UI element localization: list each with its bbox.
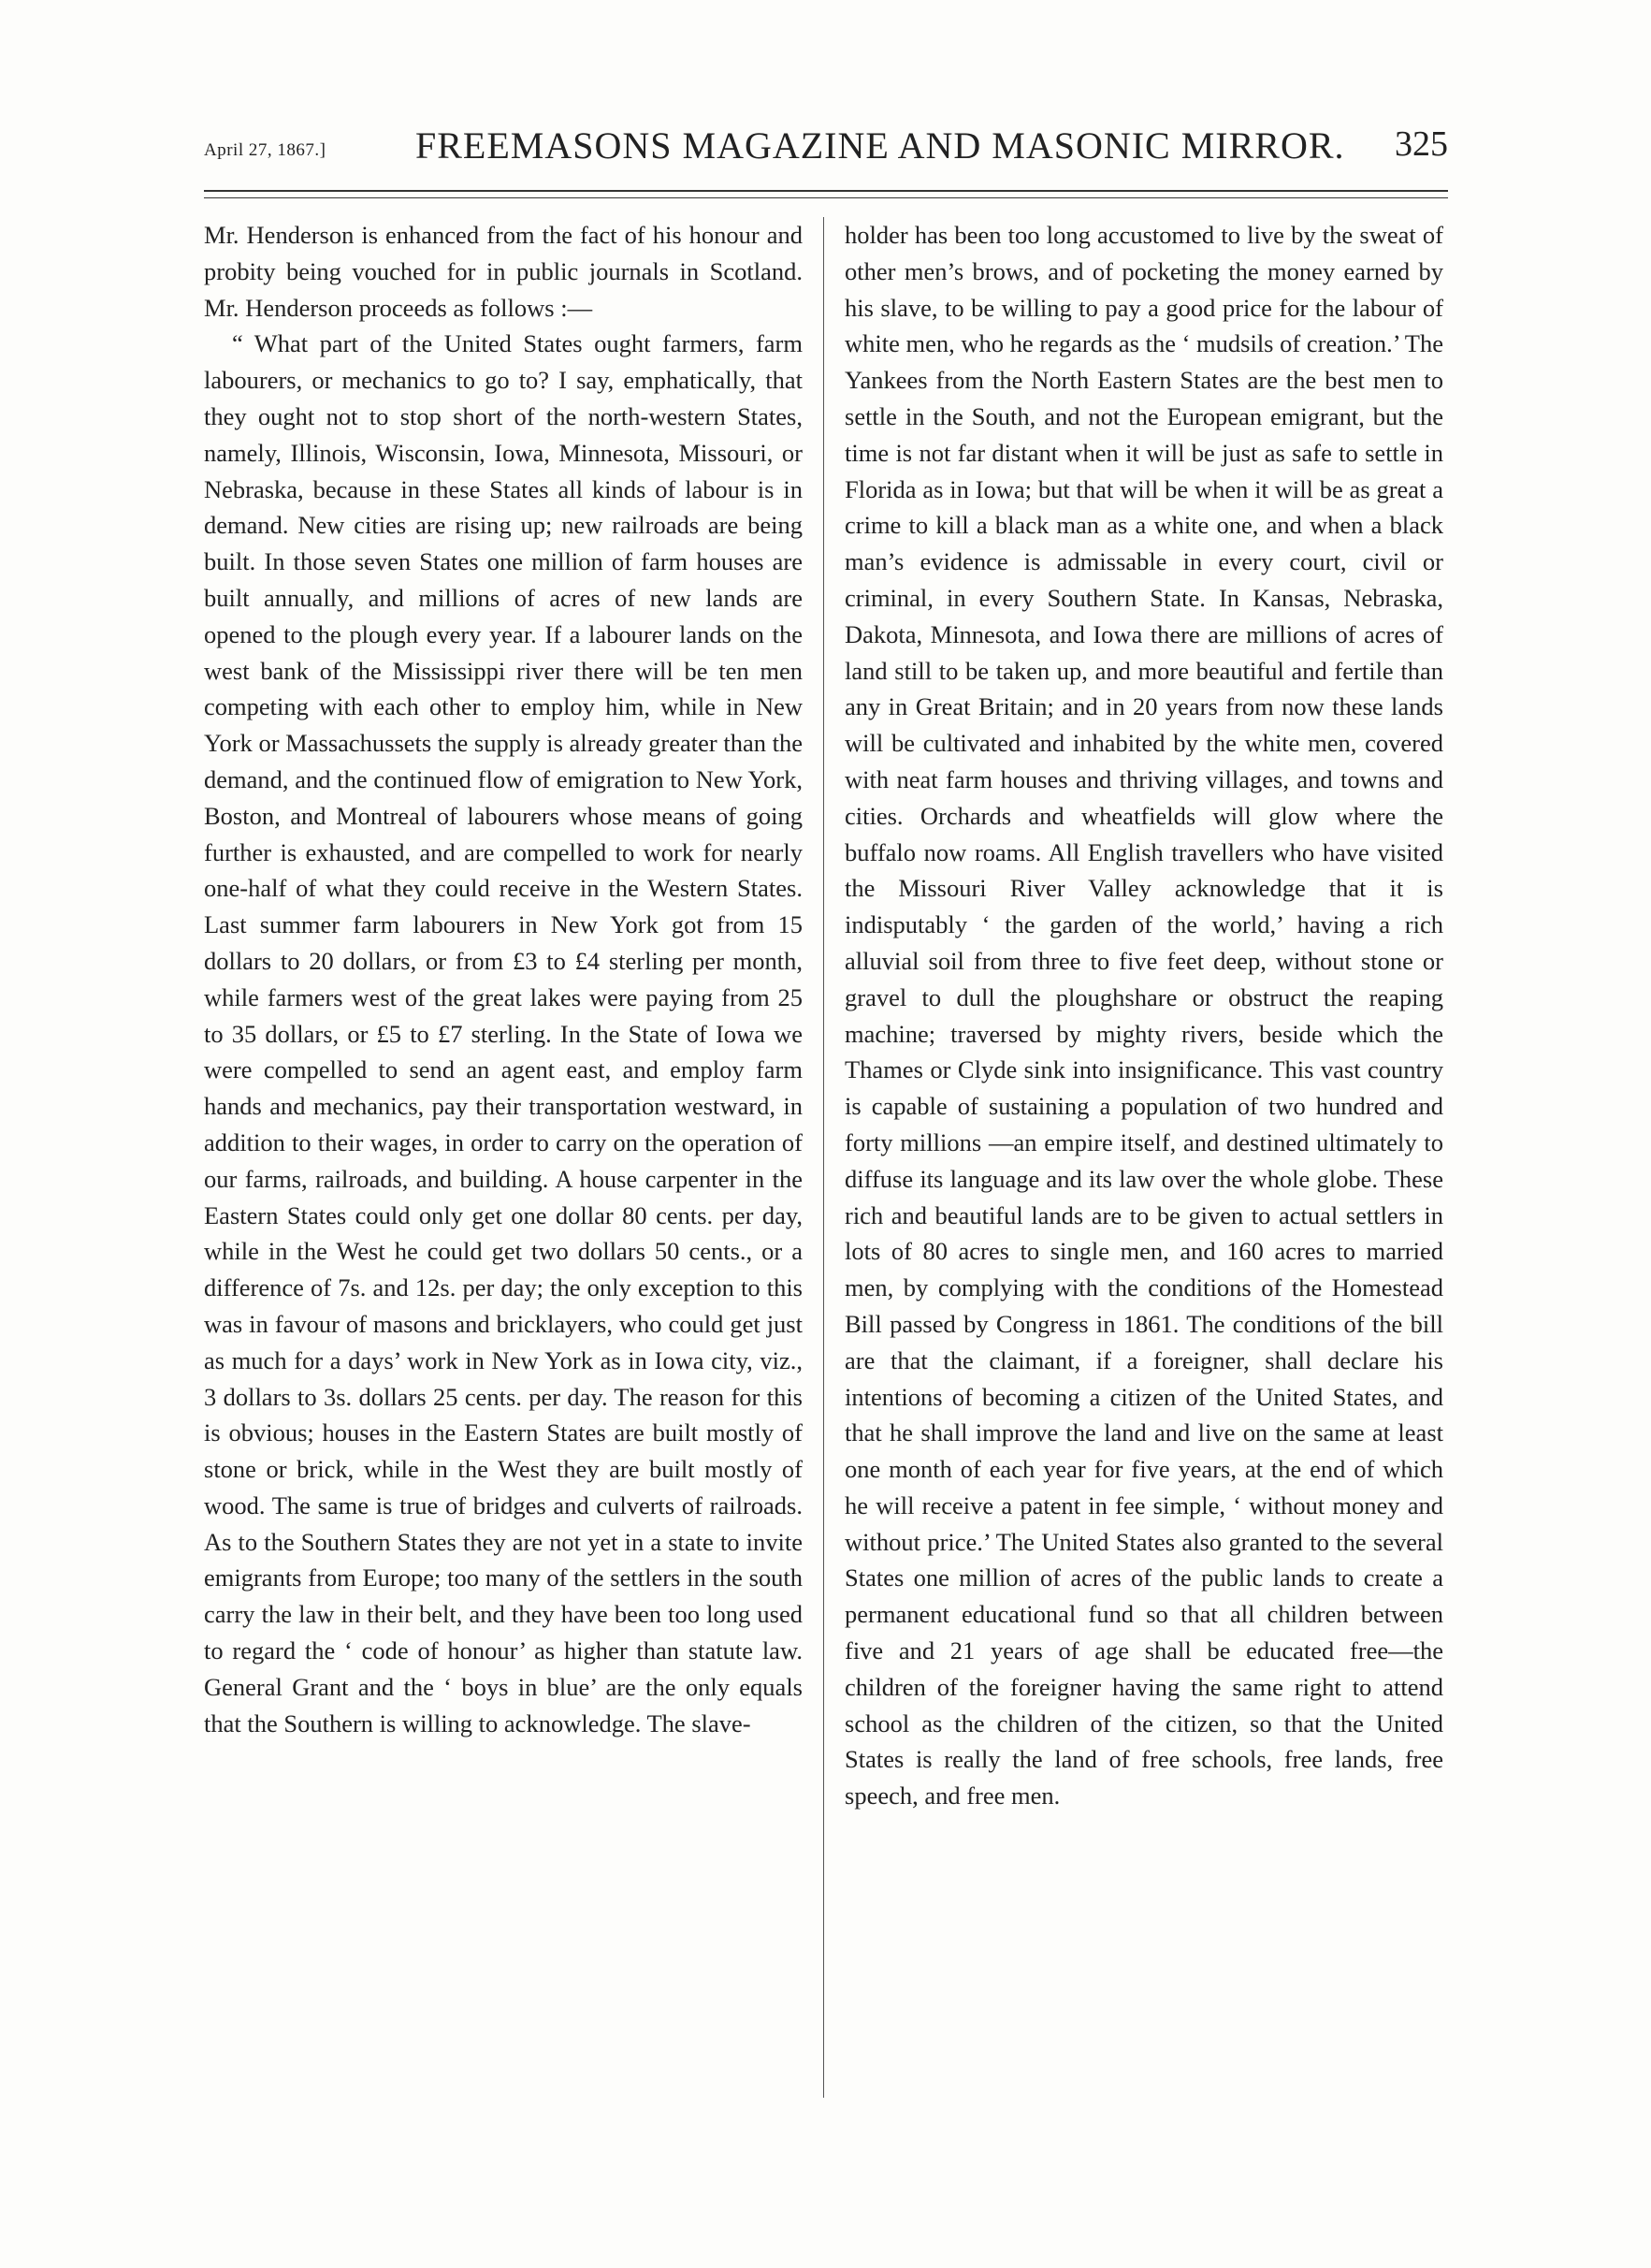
left-paragraph-intro: Mr. Henderson is enhanced from the fact of his honour and probity being vouched for in public journals in Scotland. Mr. Henderson proceeds as follows :— xyxy=(204,221,803,322)
column-divider xyxy=(823,217,824,2098)
header-rule-thick xyxy=(204,190,1448,192)
page-header xyxy=(204,124,1448,180)
issue-date: April 27, 1867.] xyxy=(204,140,326,160)
page-number: 325 xyxy=(1395,124,1448,164)
right-column xyxy=(845,217,1443,1814)
magazine-title: FREEMASONS MAGAZINE AND MASONIC MIRROR. xyxy=(415,124,1345,167)
left-column xyxy=(204,217,803,1741)
left-paragraph-quote: “ What part of the United States ought farmers, farm labourers, or mechanics to go to? I say, emphatically, that they ought not to stop short of the north-western States, namely, Illinois, Wisconsin, Iowa, Minnesota, Missouri, or Nebraska, because in these States all kinds of labour is in demand. New cities are rising up; new railroads are being built. In those seven States one million of farm houses are built annually, and millions of acres of new lands are opened to the plough every year. If a labourer lands on the west bank of the Mississippi river there will be ten men competing with each other to employ him, while in New York or Massachussets the supply is already greater than the demand, and the continued flow of emigration to New York, Boston, and Montreal of labourers whose means of going further is exhausted, and are compelled to work for nearly one-half of what they could receive in the Western States. Last summer farm labourers in New York got from 15 dollars to 20 dollars, or from £3 to £4 sterling per month, while farmers west of the great lakes were paying from 25 to 35 dollars, or £5 to £7 sterling. In the State of Iowa we were compelled to send an agent east, and employ farm hands and mechanics, pay their transportation westward, in addition to their wages, in order to carry on the operation of our farms, railroads, and building. A house carpenter in the Eastern States could only get one dollar 80 cents. per day, while in the West he could get two dollars 50 cents., or a difference of 7s. and 12s. per day; the only exception to this was in favour of masons and bricklayers, who could get just as much for a days’ work in New York as in Iowa city, viz., 3 dollars to 3s. dollars 25 cents. per day. The reason for this is obvious; houses in the Eastern States are built mostly of stone or brick, while in the West they are built mostly of wood. The same is true of bridges and culverts of railroads. As to the Southern States they are not yet in a state to invite emigrants from Europe; too many of the settlers in the south carry the law in their belt, and they have been too long used to regard the ‘ code of honour’ as higher than statute law. General Grant and the ‘ boys in blue’ are the only equals that the Southern is willing to acknowledge. The slave- xyxy=(204,329,803,1737)
right-paragraph: holder has been too long accustomed to live by the sweat of other men’s brows, and of pocketing the money earned by his slave, to be willing to pay a good price for the labour of white men, who he regards as the ‘ mudsils of creation.’ The Yankees from the North Eastern States are the best men to settle in the South, and not the European emigrant, but the time is not far distant when it will be just as safe to settle in Florida as in Iowa; but that will be when it will be as great a crime to kill a black man as a white one, and when a black man’s evidence is admissable in every court, civil or criminal, in every Southern State. In Kansas, Nebraska, Dakota, Minnesota, and Iowa there are millions of acres of land still to be taken up, and more beautiful and fertile than any in Great Britain; and in 20 years from now these lands will be cultivated and inhabited by the white men, covered with neat farm houses and thriving villages, and towns and cities. Orchards and wheatfields will glow where the buffalo now roams. All English travellers who have visited the Missouri River Valley acknowledge that it is indisputably ‘ the garden of the world,’ having a rich alluvial soil from three to five feet deep, without stone or gravel to dull the ploughshare or obstruct the reaping machine; traversed by mighty rivers, beside which the Thames or Clyde sink into insignificance. This vast country is capable of sustaining a population of two hundred and forty millions —an empire itself, and destined ultimately to diffuse its language and its law over the whole globe. These rich and beautiful lands are to be given to actual settlers in lots of 80 acres to single men, and 160 acres to married men, by complying with the conditions of the Homestead Bill passed by Congress in 1861. The conditions of the bill are that the claimant, if a foreigner, shall declare his intentions of becoming a citizen of the United States, and that he shall improve the land and live on the same at least one month of each year for five years, at the end of which he will receive a patent in fee simple, ‘ without money and without price.’ The United States also granted to the several States one million of acres of the public lands to create a permanent educational fund so that all children between five and 21 years of age shall be educated free—the children of the foreigner having the same right to attend school as the children of the citizen, so that the United States is really the land of free schools, free lands, free speech, and free men. xyxy=(845,221,1443,1810)
header-rule-thin xyxy=(204,197,1448,198)
